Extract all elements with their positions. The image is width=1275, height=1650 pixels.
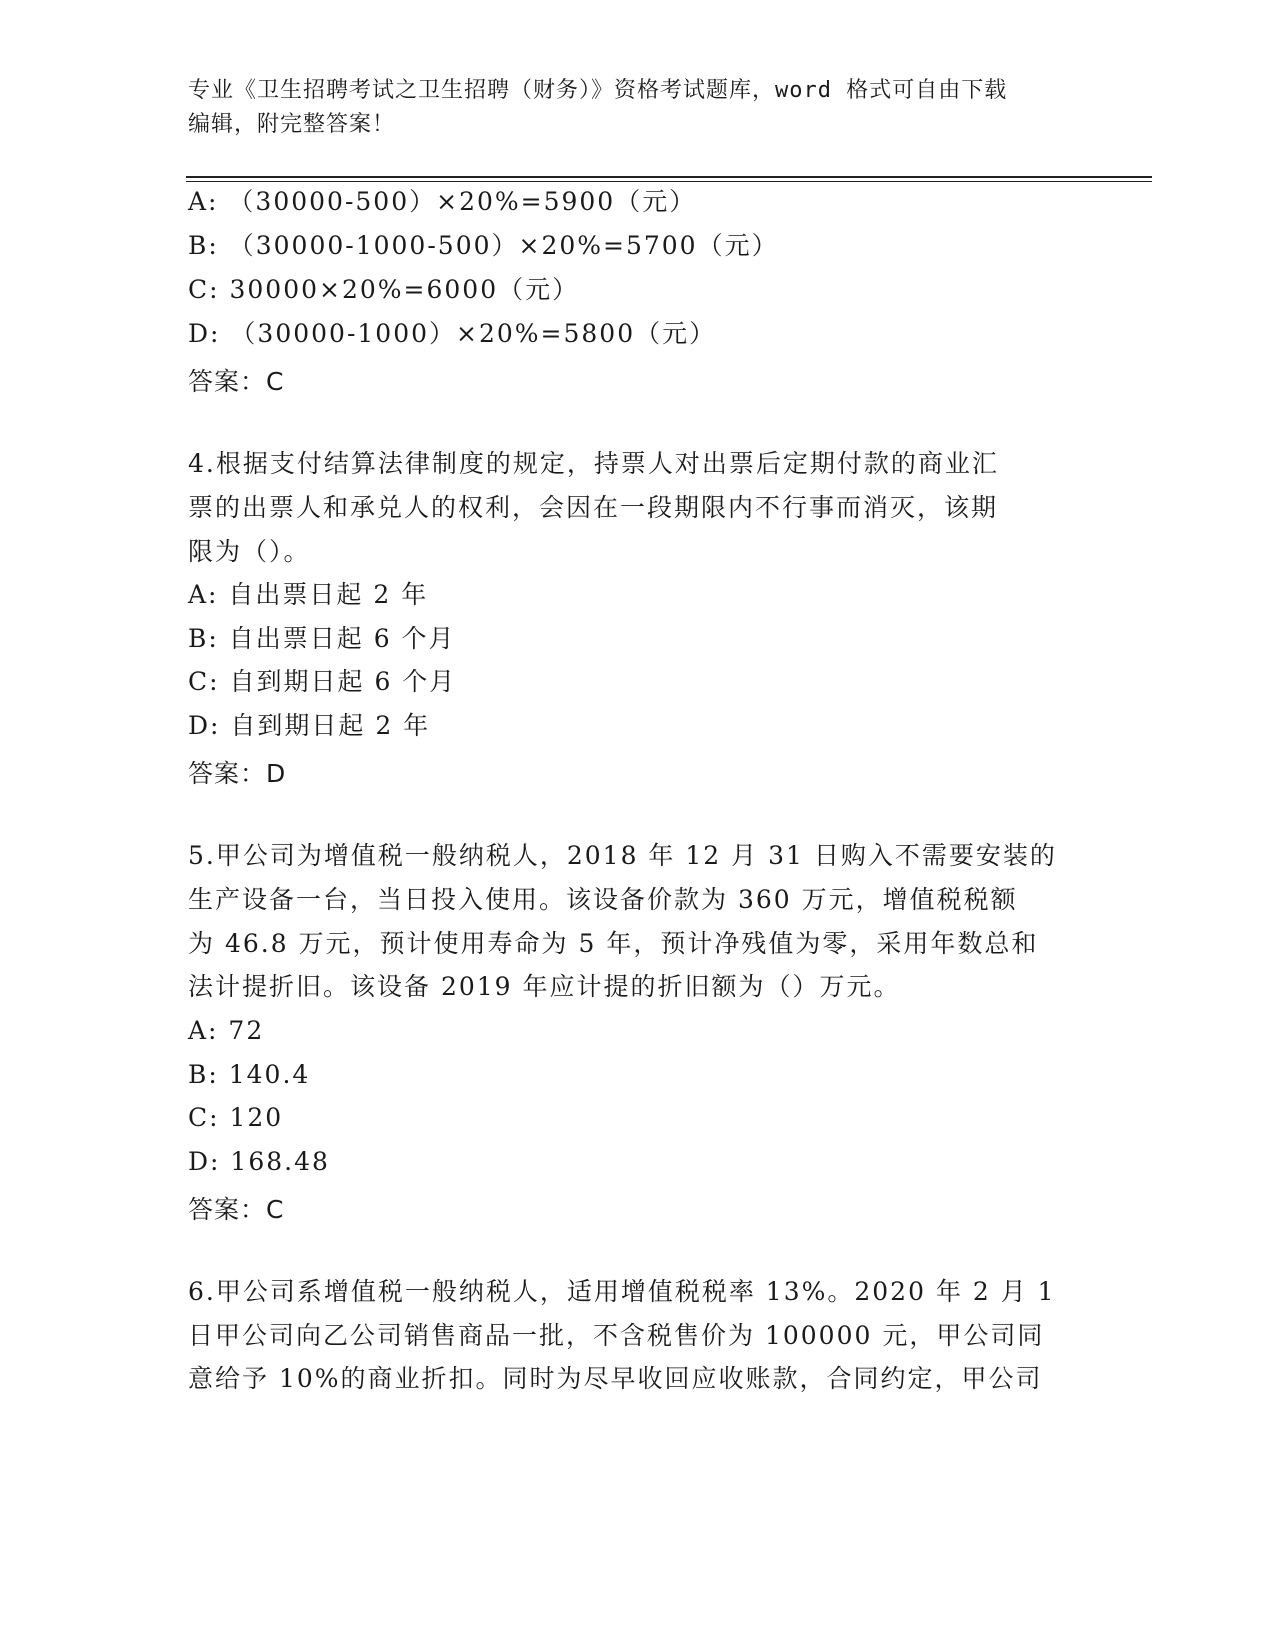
q5-stem-line-3: 为 46.8 万元，预计使用寿命为 5 年，预计净残值为零，采用年数总和 (188, 929, 1039, 958)
q5-stem-line-4: 法计提折旧。该设备 2019 年应计提的折旧额为（）万元。 (188, 972, 901, 1001)
q5-stem-line-1: 5.甲公司为增值税一般纳税人，2018 年 12 月 31 日购入不需要安装的 (188, 841, 1057, 870)
q4-option-a: A: 自出票日起 2 年 (188, 580, 429, 609)
q5-option-c: C: 120 (188, 1103, 284, 1132)
q3-option-a: A: （30000-500）×20%=5900（元） (188, 187, 697, 216)
header-line-2: 编辑，附完整答案！ (188, 112, 396, 137)
q4-stem-line-3: 限为（）。 (188, 537, 311, 566)
q5-stem-line-2: 生产设备一台，当日投入使用。该设备价款为 360 万元，增值税税额 (188, 885, 1018, 914)
q4-stem-line-1: 4.根据支付结算法律制度的规定，持票人对出票后定期付款的商业汇 (188, 449, 999, 478)
q4-stem-line-2: 票的出票人和承兑人的权利，会因在一段期限内不行事而消灭，该期 (188, 493, 999, 522)
q5-answer: 答案：C (188, 1195, 285, 1224)
q6-stem-line-3: 意给予 10%的商业折扣。同时为尽早收回应收账款，合同约定，甲公司 (188, 1364, 1043, 1393)
q5-option-a: A: 72 (188, 1016, 265, 1045)
q4-option-d: D: 自到期日起 2 年 (188, 711, 431, 740)
q3-option-c: C: 30000×20%=6000（元） (188, 275, 580, 304)
q4-answer: 答案：D (188, 759, 287, 788)
q6-stem-line-1: 6.甲公司系增值税一般纳税人，适用增值税税率 13%。2020 年 2 月 1 (188, 1277, 1056, 1306)
document-header (188, 74, 1068, 142)
q5-option-d: D: 168.48 (188, 1147, 330, 1176)
q3-option-d: D: （30000-1000）×20%=5800（元） (188, 319, 717, 348)
q3-option-b: B: （30000-1000-500）×20%=5700（元） (188, 231, 779, 260)
q6-stem-line-2: 日甲公司向乙公司销售商品一批，不含税售价为 100000 元，甲公司同 (188, 1321, 1045, 1350)
header-line-1: 专业《卫生招聘考试之卫生招聘（财务）》资格考试题库，word 格式可自由下载 (188, 78, 1008, 103)
q3-answer: 答案：C (188, 367, 285, 396)
q5-option-b: B: 140.4 (188, 1060, 311, 1089)
q4-option-c: C: 自到期日起 6 个月 (188, 667, 457, 696)
q4-option-b: B: 自出票日起 6 个月 (188, 624, 456, 653)
header-rule (186, 176, 1152, 182)
